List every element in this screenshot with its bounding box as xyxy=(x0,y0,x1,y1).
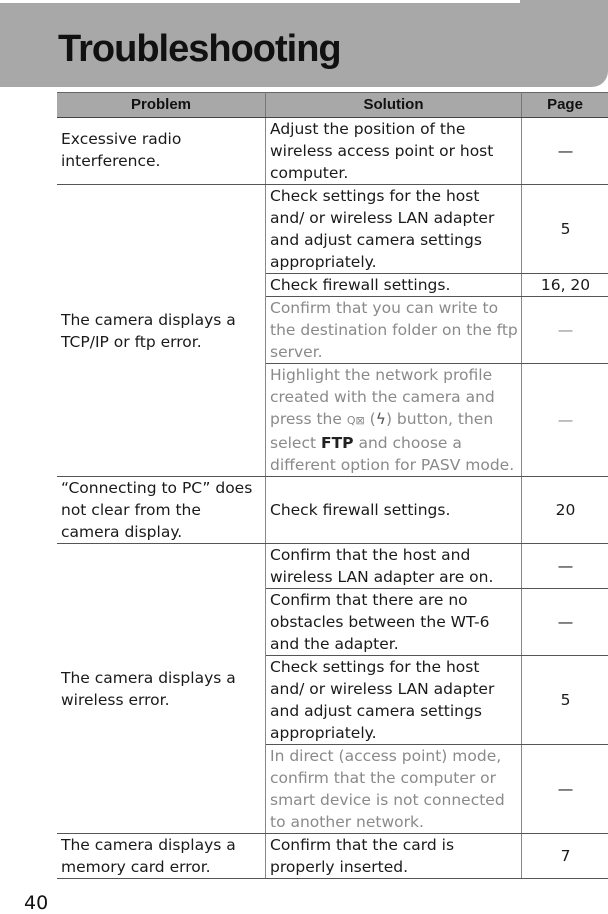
page-cell: — xyxy=(522,745,608,834)
info-button-icon: Q⊠ xyxy=(347,414,365,427)
page-cell: — xyxy=(522,589,608,656)
solution-cell: Confirm that the card is properly inserted. xyxy=(266,834,522,879)
page-cell: — xyxy=(522,297,608,364)
header-problem: Problem xyxy=(57,93,266,118)
problem-cell: The camera displays a TCP/IP or ftp error. xyxy=(57,185,266,477)
page-cell: 5 xyxy=(522,656,608,745)
solution-cell: Check firewall settings. xyxy=(266,274,522,297)
problem-cell: “Connecting to PC” does not clear from the camera display. xyxy=(57,477,266,544)
solution-text: ( xyxy=(365,410,376,428)
menu-option-ftp: FTP xyxy=(321,434,354,452)
page-cell: — xyxy=(522,544,608,589)
table-row xyxy=(57,544,608,589)
table-row xyxy=(57,118,608,185)
solution-cell: Confirm that the host and wireless LAN adapter are on. xyxy=(266,544,522,589)
solution-cell xyxy=(266,364,522,477)
solution-text: and choose a different option for PASV mode. xyxy=(270,434,514,474)
table-row xyxy=(57,477,608,544)
solution-cell: Check settings for the host and/ or wireless LAN adapter and adjust camera settings appropriately. xyxy=(266,185,522,274)
troubleshooting-table xyxy=(57,92,608,879)
header-solution: Solution xyxy=(266,93,522,118)
page-cell: 16, 20 xyxy=(522,274,608,297)
problem-cell: The camera displays a wireless error. xyxy=(57,544,266,834)
solution-cell: In direct (access point) mode, confirm that the computer or smart device is not connected to another network. xyxy=(266,745,522,834)
solution-cell: Check firewall settings. xyxy=(266,477,522,544)
flash-icon: ϟ xyxy=(376,410,386,428)
solution-text: ) button, then select xyxy=(270,410,493,452)
problem-cell: Excessive radio interference. xyxy=(57,118,266,185)
problem-cell: The camera displays a memory card error. xyxy=(57,834,266,879)
header-page: Page xyxy=(522,93,608,118)
solution-cell: Confirm that there are no obstacles between the WT-6 and the adapter. xyxy=(266,589,522,656)
solution-cell: Confirm that you can write to the destination folder on the ftp server. xyxy=(266,297,522,364)
table-header-row xyxy=(57,93,608,118)
solution-cell: Adjust the position of the wireless access point or host computer. xyxy=(266,118,522,185)
page-cell: — xyxy=(522,364,608,477)
solution-text: Highlight the network profile created with the camera and press the xyxy=(270,366,495,428)
page-title: Troubleshooting xyxy=(58,30,341,68)
solution-cell: Check settings for the host and/ or wireless LAN adapter and adjust camera settings appropriately. xyxy=(266,656,522,745)
page-cell: — xyxy=(522,118,608,185)
table-row xyxy=(57,185,608,274)
page-number: 40 xyxy=(24,894,48,913)
table-row xyxy=(57,834,608,879)
page-cell: 20 xyxy=(522,477,608,544)
banner-top-edge xyxy=(0,0,520,3)
page-cell: 5 xyxy=(522,185,608,274)
page-cell: 7 xyxy=(522,834,608,879)
